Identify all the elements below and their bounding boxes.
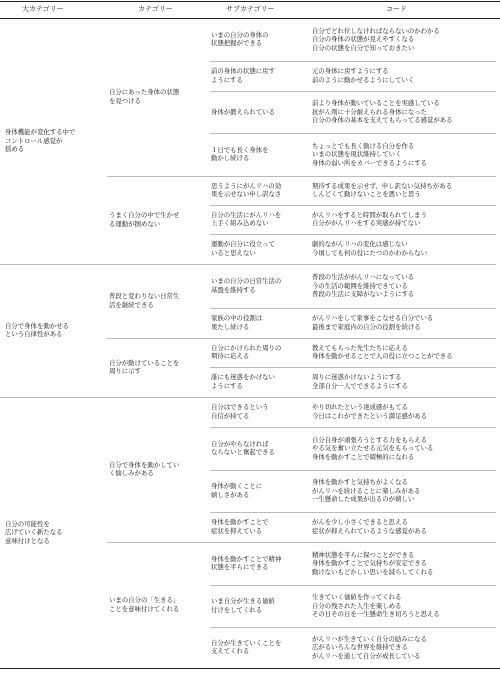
- category-separator: [107, 542, 496, 543]
- code-list: [312, 373, 408, 390]
- major-category-label-line: コントロール感覚が: [5, 136, 63, 145]
- subcategory-label: [211, 482, 262, 499]
- major-category-label-line: 自分で身体を動かせる: [5, 321, 69, 330]
- code-list-line: がんを少し小さくできると思える: [312, 518, 408, 527]
- header-subcategory: サブカテゴリー: [226, 5, 275, 13]
- subcategory-label-line: 前の身体の状態に戻す: [211, 67, 275, 76]
- subcategory-label-line: １日でも長く身体を: [211, 145, 269, 154]
- code-list: [312, 344, 453, 361]
- subcategory-label-line: ようにする: [211, 381, 243, 390]
- code-list-line: 今の生活の範囲を維持できている: [312, 281, 408, 290]
- code-list: [312, 99, 453, 125]
- subcategory-separator: [210, 308, 496, 309]
- subcategory-separator: [210, 427, 496, 428]
- subcategory-label-line: 誰にも迷惑をかけない: [211, 373, 275, 382]
- category-label-line: 自分にあった身体の状態: [109, 88, 180, 97]
- subcategory-label: [211, 277, 281, 294]
- code-list-line: 身体を動かすことで気持ちが安定できる: [312, 559, 428, 568]
- subcategory-label-line: 果たし続ける: [211, 322, 250, 331]
- code-list: [312, 518, 427, 535]
- code-list-line: 今頃しても何の役にたつのかわからない: [312, 248, 428, 257]
- code-list: [312, 67, 414, 84]
- code-list: [312, 211, 427, 228]
- code-list: [312, 551, 433, 577]
- major-category-label: [5, 128, 75, 154]
- code-list-line: 身体の弱い所をカバーできるようにする: [312, 158, 428, 167]
- code-list: [312, 593, 440, 619]
- header-rule: [0, 18, 500, 19]
- code-list-line: 全部自分一人でできるようにする: [312, 381, 408, 390]
- code-list: [312, 403, 427, 420]
- major-category-label-line: 広げていく新たなる: [5, 528, 63, 537]
- code-list-line: 広がるいろんな世界を維持できる: [312, 643, 408, 652]
- subcategory-label-line: 自分の生活にがんリハを: [211, 210, 282, 219]
- code-list-line: 普段の生活に支障がないようにする: [312, 290, 415, 299]
- subcategory-label-line: 果を示せない申し訳なさ: [211, 190, 282, 199]
- category-separator: [107, 338, 496, 339]
- subcategory-label-line: 状態把握ができる: [211, 39, 263, 48]
- subcategory-label-line: 身体が鍛えられている: [211, 107, 275, 116]
- code-list-line: 一生懸命した成果が出るのが嬉しい: [312, 495, 415, 504]
- code-list: [312, 273, 414, 299]
- code-list-line: やる気を奮い立たせる元気をもらっている: [312, 444, 434, 453]
- subcategory-label-line: 自分が生きていくことを: [211, 638, 282, 647]
- code-list: [312, 635, 427, 661]
- code-list-line: 生きていく価値を作ってくれる: [312, 593, 402, 602]
- subcategory-label: [211, 373, 275, 390]
- category-label-line: を見つける: [109, 96, 141, 105]
- subcategory-label: [211, 31, 269, 48]
- category-label-line: ことを意味付けてくれる: [109, 604, 180, 613]
- major-category-label: [5, 520, 63, 546]
- code-list-line: がんリハをして家事をこなせる自分でいる: [312, 314, 434, 323]
- code-list-line: 精神状態を平らに保つことができる: [312, 550, 415, 559]
- code-list: [312, 436, 433, 462]
- code-list-line: 劇的ながんリハの変化は感じない: [312, 240, 408, 249]
- code-list-line: 周りに迷惑かけないようにする: [312, 373, 402, 382]
- code-list-line: 自分の身体の基本を支えてもらってる感覚がある: [312, 116, 453, 125]
- subcategory-separator: [210, 133, 496, 134]
- subcategory-label: [211, 182, 281, 199]
- code-list-line: しんどくて動けないことを悪いと思う: [312, 190, 421, 199]
- header-major-category: 大カテゴリー: [22, 5, 64, 13]
- code-list-line: 教えてもらった先生たちに応える: [312, 343, 408, 352]
- subcategory-label-line: 付けをしてくれる: [211, 605, 263, 614]
- subcategory-label-line: いると思えない: [211, 248, 256, 257]
- category-label-line: 自分が動けていることを: [109, 358, 180, 367]
- code-list-line: 普段の生活ががんリハになっている: [312, 273, 415, 282]
- category-label-line: うまく自分の中で生かせ: [109, 211, 180, 220]
- code-list: [312, 478, 420, 504]
- code-list: [312, 27, 440, 53]
- code-list-line: がんリハを続けることに楽しみがある: [312, 486, 421, 495]
- major-category-label-line: という自律性がある: [5, 330, 63, 339]
- category-label-line: 自分で身体を動かしてい: [109, 460, 180, 469]
- bottom-rule: [0, 668, 500, 669]
- code-list-line: 症状が抑えられているような感覚がある: [312, 526, 428, 535]
- subcategory-label-line: 自信が持てる: [211, 411, 250, 420]
- subcategory-label-line: 基盤を維持する: [211, 285, 256, 294]
- code-list-line: 自分の身体の状態が見えやすくなる: [312, 35, 415, 44]
- subcategory-label-line: 身体を動かすことで: [211, 518, 269, 527]
- code-list-line: 自分の残された人生を楽しめる: [312, 601, 402, 610]
- subcategory-label: [211, 597, 275, 614]
- code-list: [312, 240, 427, 257]
- code-list-line: その日その日を一生懸命生き切ろうと思える: [312, 610, 440, 619]
- code-list-line: いまの状態を現状維持していく: [312, 150, 402, 159]
- subcategory-label: [211, 403, 269, 420]
- category-label-line: いまの自分の「生きる」: [109, 596, 180, 605]
- subcategory-separator: [210, 205, 496, 206]
- category-label-line: 普段と変わりない日常生: [109, 292, 180, 301]
- major-category-label: [5, 322, 69, 339]
- code-list: [312, 142, 427, 168]
- subcategory-label-line: 自分にかけられた周りの: [211, 343, 282, 352]
- code-list-line: 自分自身が頑張ろうとする力をもらえる: [312, 435, 428, 444]
- subcategory-label: [211, 240, 275, 257]
- code-list-line: 抗がん剤に十分耐えられる身体になった: [312, 107, 428, 116]
- subcategory-label-line: 嬉しさがある: [211, 490, 250, 499]
- subcategory-label-line: いまの自分の身体の: [211, 30, 269, 39]
- subcategory-separator: [210, 234, 496, 235]
- code-list-line: 期待する成果を示せず、申し訳ない気持ちがある: [312, 181, 453, 190]
- category-label: [109, 596, 179, 613]
- subcategory-label-line: 支えてくれる: [211, 647, 250, 656]
- code-list-line: 身体を動かすと気持ちがよくなる: [312, 478, 408, 487]
- subcategory-label: [211, 314, 262, 331]
- code-list-line: やり切れたという達成感がもてる: [312, 403, 408, 412]
- code-list-line: 前より身体が動いていることを実感している: [312, 99, 440, 108]
- subcategory-label-line: いま自分が生きる価値: [211, 597, 275, 606]
- subcategory-label-line: 自分はできるという: [211, 403, 269, 412]
- subcategory-label-line: 状態を平らにできる: [211, 563, 269, 572]
- code-list: [312, 314, 433, 331]
- code-list-line: 身体を動かせることで人の役に立つことができる: [312, 352, 453, 361]
- subcategory-label: [211, 67, 275, 84]
- subcategory-label-line: 動かし続ける: [211, 154, 250, 163]
- code-list-line: ちょっとでも長く動ける自分を作る: [312, 141, 415, 150]
- code-list-line: 身体を動かすことで積極的になれる: [312, 452, 415, 461]
- code-list-line: 自分でどれ位しなければならないのかわかる: [312, 26, 440, 35]
- code-list-line: 前のように動かせるようにしていく: [312, 75, 415, 84]
- subcategory-label-line: ようにする: [211, 75, 243, 84]
- subcategory-separator: [210, 627, 496, 628]
- subcategory-label: [211, 518, 269, 535]
- subcategory-separator: [210, 470, 496, 471]
- code-list-line: がんリハをすると時間が取られてしまう: [312, 210, 427, 219]
- subcategory-label: [211, 639, 281, 656]
- subcategory-separator: [210, 512, 496, 513]
- code-list-line: 動けないもどかしい思いを減らしてくれる: [312, 567, 434, 576]
- subcategory-separator: [210, 61, 496, 62]
- subcategory-separator: [210, 367, 496, 368]
- code-list-line: がんリハを通して自分が成長している: [312, 651, 421, 660]
- category-label-line: る運動が掴めない: [109, 219, 161, 228]
- header-category: カテゴリー: [138, 5, 173, 13]
- category-label: [109, 359, 179, 376]
- subcategory-separator: [210, 91, 496, 92]
- code-list-line: 元の身体に戻すようにする: [312, 67, 389, 76]
- code-list: [312, 182, 452, 199]
- major-category-label-line: 意味付けとなる: [5, 536, 50, 545]
- category-label: [109, 211, 179, 228]
- subcategory-label-line: 身体が動くことに: [211, 482, 263, 491]
- category-label-line: 周りに示す: [109, 367, 141, 376]
- major-category-label-line: 身体機能が変化する中で: [5, 128, 76, 137]
- subcategory-label-line: 家族の中の役割は: [211, 314, 263, 323]
- code-list-line: 最後まで家庭内の自分の役割を続ける: [312, 322, 421, 331]
- major-category-separator: [0, 397, 496, 398]
- subcategory-label-line: 期待に応える: [211, 352, 250, 361]
- subcategory-label-line: 自分がやらなければ: [211, 439, 269, 448]
- category-separator: [107, 176, 496, 177]
- subcategory-label-line: ならないと奮起できる: [211, 448, 275, 457]
- category-label-line: く愉しみがある: [109, 469, 154, 478]
- subcategory-label-line: 上手く組み込めない: [211, 219, 269, 228]
- subcategory-label: [211, 146, 269, 163]
- code-list-line: がんリハが生きていく自分の励みになる: [312, 634, 427, 643]
- subcategory-label: [211, 440, 275, 457]
- header-code: コード: [386, 5, 407, 13]
- category-label: [109, 292, 179, 309]
- subcategory-label: [211, 344, 281, 361]
- major-category-label-line: 自分の可能性を: [5, 519, 50, 528]
- subcategory-label: [211, 108, 275, 117]
- subcategory-separator: [210, 585, 496, 586]
- code-list-line: 自分の状態を自分で知っておきたい: [312, 43, 415, 52]
- category-label: [109, 88, 179, 105]
- category-label-line: 活を継続できる: [109, 300, 154, 309]
- subcategory-label-line: 身体を動かすことで精神: [211, 554, 282, 563]
- subcategory-label-line: いまの自分の日常生活の: [211, 277, 282, 286]
- subcategory-label: [211, 211, 281, 228]
- subcategory-label-line: 症状を抑えている: [211, 526, 263, 535]
- code-list-line: 今日はこれができたという満足感がある: [312, 411, 428, 420]
- subcategory-label-line: 運動が自分に役立って: [211, 240, 275, 249]
- category-label: [109, 461, 179, 478]
- major-category-label-line: 揺める: [5, 145, 25, 154]
- subcategory-label: [211, 555, 281, 572]
- top-rule: [0, 1, 500, 2]
- subcategory-label-line: 思うようにがんリハの効: [211, 181, 282, 190]
- code-list-line: 自分ががんリハをする実感が持てない: [312, 219, 421, 228]
- major-category-separator: [0, 264, 496, 265]
